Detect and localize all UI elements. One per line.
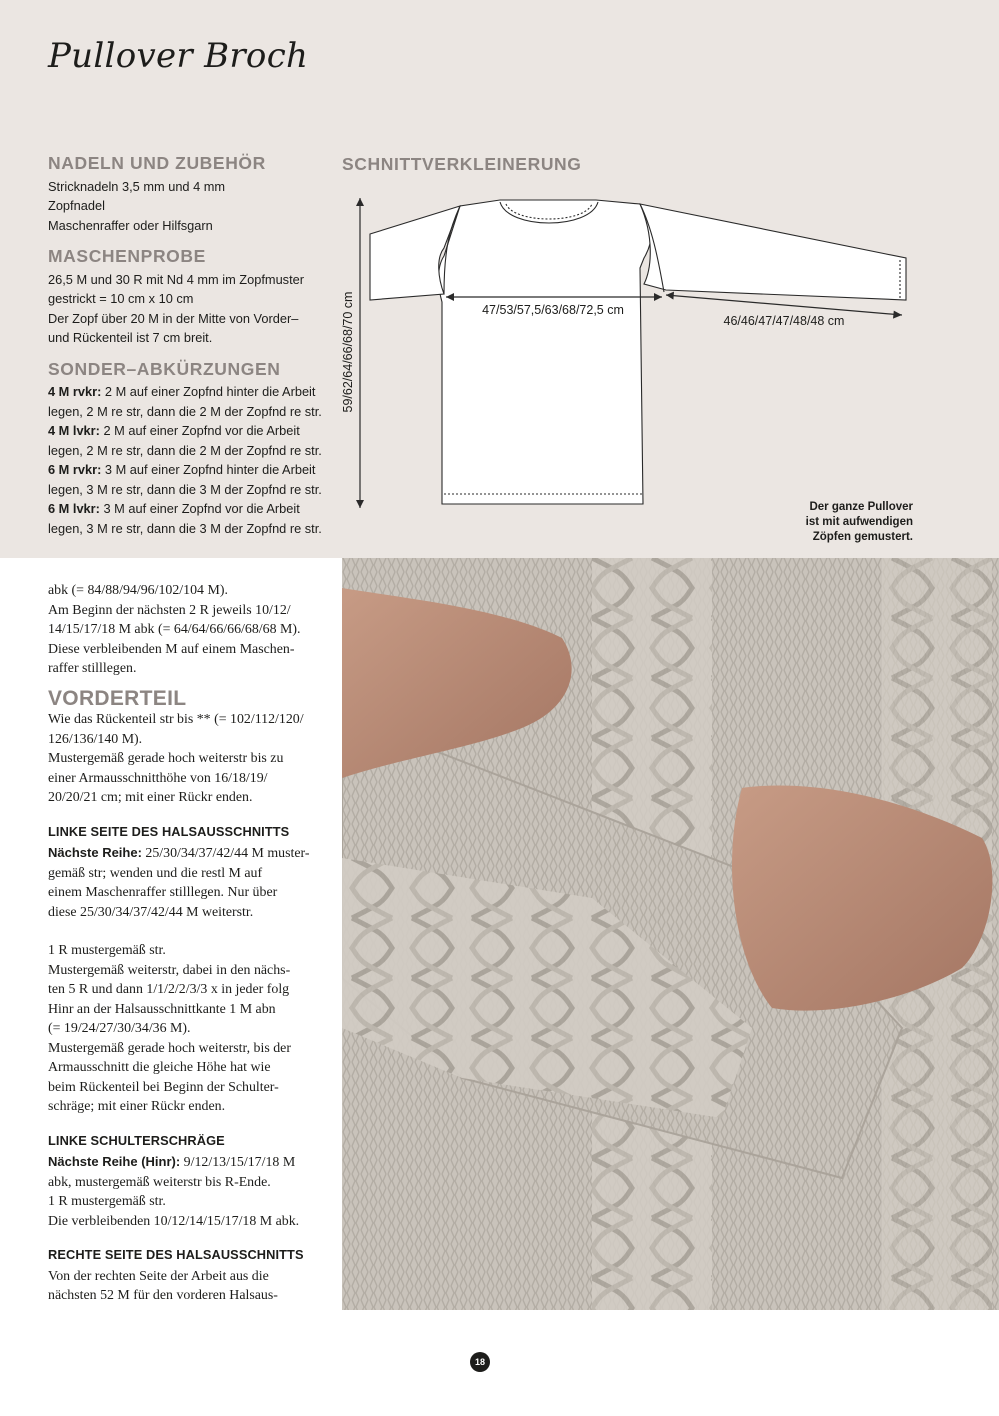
body-line	[48, 843, 330, 864]
abbreviation-term: 6 M rvkr:	[48, 462, 102, 477]
body-line: einem Maschenraffer stilllegen. Nur über	[48, 885, 278, 900]
caption-line: Zöpfen gemustert.	[812, 531, 913, 543]
abbreviation-line	[48, 499, 338, 519]
body-line: Mustergemäß weiterstr, dabei in den nächs-	[48, 962, 291, 978]
gauge-line: 26,5 M und 30 R mit Nd 4 mm im Zopfmuster	[48, 271, 305, 287]
abbreviation-term: 6 M lvkr:	[48, 501, 100, 516]
instructions-column	[48, 581, 330, 1306]
abbreviation-line	[48, 382, 338, 402]
body-line: schräge; mit einer Rückr enden.	[48, 1099, 226, 1114]
body-line: beim Rückenteil bei Beginn der Schulter-	[48, 1079, 279, 1095]
right-neck-heading: RECHTE SEITE DES HALSAUSSCHNITTS	[48, 1247, 304, 1262]
body-line: nächsten 52 M für den vorderen Halsaus-	[48, 1288, 278, 1303]
length-label: 59/62/64/66/68/70 cm	[341, 291, 355, 413]
body-line: Die verbleibenden 10/12/14/15/17/18 M abk.	[48, 1213, 300, 1229]
left-neck-heading: LINKE SEITE DES HALSAUSSCHNITTS	[48, 823, 290, 839]
body-line: Wie das Rückenteil str bis ** (= 102/112/120/	[48, 712, 304, 727]
schematic-heading: SCHNITTVERKLEINERUNG	[342, 154, 582, 174]
sleeve-label: 46/46/47/47/48/48 cm	[723, 314, 845, 328]
body-line: Mustergemäß gerade hoch weiterstr bis zu	[48, 751, 284, 766]
gauge-line: und Rückenteil ist 7 cm breit.	[48, 330, 213, 345]
shoulder-heading: LINKE SCHULTERSCHRÄGE	[48, 1132, 225, 1148]
right-sleeve	[640, 204, 906, 300]
body-line: Armausschnitt die gleiche Höhe hat wie	[48, 1060, 271, 1075]
abbreviation-line	[48, 460, 338, 480]
gauge-section	[48, 247, 338, 348]
body-line: raffer stilllegen.	[48, 661, 137, 676]
body-line: gemäß str; wenden und die restl M auf	[48, 865, 263, 881]
sweater-schematic	[340, 188, 930, 518]
abbreviation-text: 2 M auf einer Zopfnd vor die Arbeit	[99, 423, 300, 438]
page-title: Pullover Broch	[48, 36, 309, 76]
body-line: abk (= 84/88/94/96/102/104 M).	[48, 583, 228, 598]
abbreviation-term: 4 M lvkr:	[48, 423, 100, 438]
body-line: Hinr an der Halsausschnittkante 1 M abn	[48, 1001, 276, 1017]
needles-line: Maschenraffer oder Hilfsgarn	[48, 217, 213, 233]
sweater-outline	[439, 200, 652, 504]
body-line: einer Armausschnitthöhe von 16/18/19/	[48, 770, 268, 786]
width-label: 47/53/57,5/63/68/72,5 cm	[482, 303, 624, 317]
body-line: 20/20/21 cm; mit einer Rückr enden.	[48, 790, 253, 805]
abbreviations-section	[48, 360, 338, 539]
abbreviation-line: legen, 3 M re str, dann die 3 M der Zopfnd re str.	[48, 481, 322, 497]
abbreviations-heading: SONDER–ABKÜRZUNGEN	[48, 358, 281, 379]
row-term: Nächste Reihe:	[48, 845, 142, 860]
needles-line: Zopfnadel	[48, 198, 105, 213]
caption-line: Der ganze Pullover	[809, 501, 913, 513]
body-line: diese 25/30/34/37/42/44 M weiterstr.	[48, 904, 254, 920]
abbreviation-text: 3 M auf einer Zopfnd hinter die Arbeit	[101, 462, 316, 477]
sweater-photo	[342, 558, 999, 1310]
materials-column	[48, 154, 338, 550]
body-line: Von der rechten Seite der Arbeit aus die	[48, 1268, 269, 1284]
body-line: (= 19/24/27/30/34/36 M).	[48, 1021, 191, 1036]
needles-heading: NADELN UND ZUBEHÖR	[48, 153, 266, 173]
caption-line: ist mit aufwendigen	[805, 516, 913, 528]
body-line: Mustergemäß gerade hoch weiterstr, bis der	[48, 1040, 291, 1056]
abbreviation-text: 3 M auf einer Zopfnd vor die Arbeit	[99, 501, 300, 516]
body-line: 1 R mustergemäß str.	[48, 1194, 166, 1209]
abbreviation-text: 2 M auf einer Zopfnd hinter die Arbeit	[101, 384, 316, 399]
body-line: abk, mustergemäß weiterstr bis R-Ende.	[48, 1174, 271, 1190]
gauge-line: gestrickt = 10 cm x 10 cm	[48, 291, 194, 306]
body-line: ten 5 R und dann 1/1/2/2/3/3 x in jeder folg	[48, 982, 290, 997]
gauge-line: Der Zopf über 20 M in der Mitte von Vorder–	[48, 310, 299, 326]
cable-knit-illustration	[342, 558, 999, 1310]
body-line: Am Beginn der nächsten 2 R jeweils 10/12/	[48, 602, 291, 618]
needles-line: Stricknadeln 3,5 mm und 4 mm	[48, 178, 226, 194]
row-text: 25/30/34/37/42/44 M muster-	[141, 846, 310, 861]
abbreviation-line: legen, 3 M re str, dann die 3 M der Zopfnd re str.	[48, 520, 322, 536]
abbreviation-line	[48, 421, 338, 441]
needles-section	[48, 154, 338, 235]
body-line: 1 R mustergemäß str.	[48, 943, 166, 958]
row-text: 9/12/13/15/17/18 M	[180, 1155, 296, 1170]
body-line: Diese verbleibenden M auf einem Maschen-	[48, 641, 295, 657]
gauge-heading: MASCHENPROBE	[48, 246, 206, 266]
abbreviation-line: legen, 2 M re str, dann die 2 M der Zopfnd re str.	[48, 442, 322, 458]
page-number: 18	[470, 1352, 490, 1372]
body-line: 126/136/140 M).	[48, 731, 143, 747]
photo-caption	[753, 500, 913, 545]
abbreviation-term: 4 M rvkr:	[48, 384, 102, 399]
front-heading: VORDERTEIL	[48, 686, 187, 710]
body-line: 14/15/17/18 M abk (= 64/64/66/66/68/68 M).	[48, 622, 301, 637]
row-term: Nächste Reihe (Hinr):	[48, 1154, 181, 1169]
abbreviation-line: legen, 2 M re str, dann die 2 M der Zopfnd re str.	[48, 403, 322, 419]
body-line	[48, 1152, 330, 1173]
